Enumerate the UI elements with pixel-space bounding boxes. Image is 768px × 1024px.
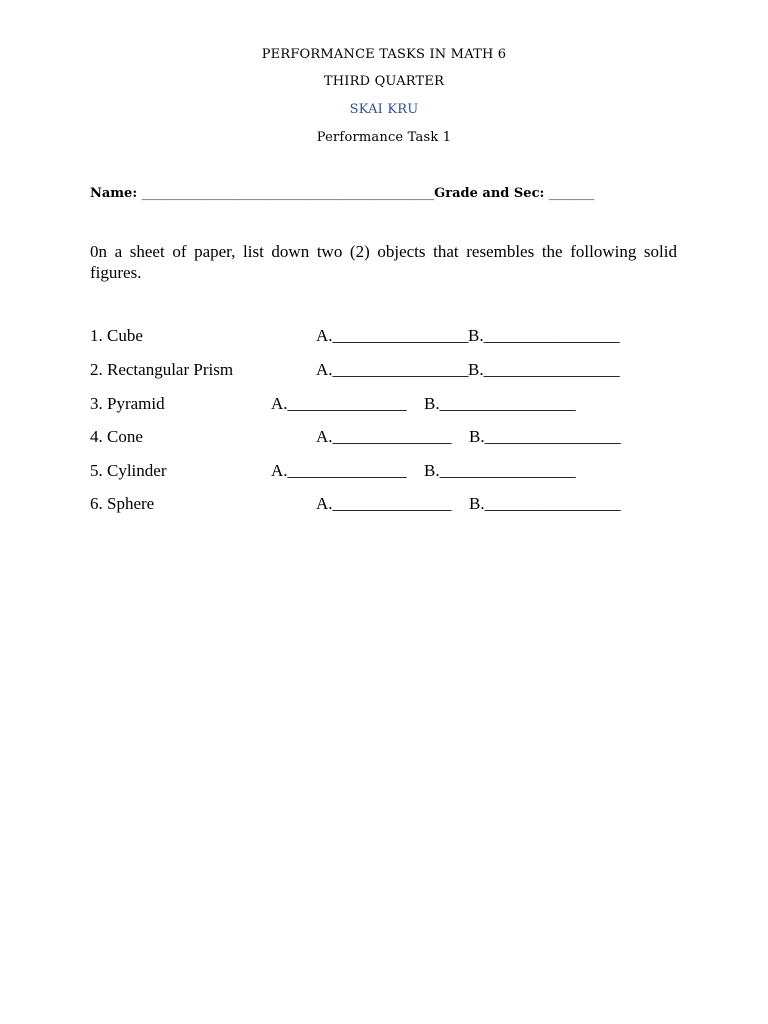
answer-b-blank: B.________________	[468, 326, 620, 345]
answer-b-blank: B.________________	[468, 360, 620, 379]
quarter-heading: THIRD QUARTER	[323, 74, 445, 89]
grade-label: Grade and Sec:	[434, 186, 545, 201]
answer-b-blank: B.________________	[424, 461, 576, 480]
name-label: Name:	[90, 186, 138, 201]
worksheet-title: PERFORMANCE TASKS IN MATH 6	[261, 47, 507, 62]
answer-a-blank: A.______________	[316, 427, 452, 446]
answer-a-blank: A.________________	[316, 326, 469, 345]
answer-b-blank: B.________________	[469, 494, 621, 513]
instruction-text: 0n a sheet of paper, list down two (2) objects that resembles the following solid figures.	[90, 242, 677, 282]
answer-b-blank: B.________________	[469, 427, 621, 446]
answer-a-blank: A.______________	[271, 461, 407, 480]
item-label: 6. Sphere	[90, 494, 155, 513]
name-blank: _____________________________________________	[141, 186, 435, 201]
name-grade-row	[90, 186, 690, 201]
item-label: 1. Cube	[90, 326, 143, 345]
answer-b-blank: B.________________	[424, 394, 576, 413]
answer-a-blank: A.________________	[316, 360, 469, 379]
item-label: 5. Cylinder	[90, 461, 167, 480]
author-name: SKAI KRU	[349, 102, 419, 117]
item-label: 4. Cone	[90, 427, 143, 446]
item-label: 2. Rectangular Prism	[90, 360, 234, 379]
task-heading: Performance Task 1	[316, 130, 452, 145]
answer-a-blank: A.______________	[316, 494, 452, 513]
answer-a-blank: A.______________	[271, 394, 407, 413]
grade-blank: _______	[548, 186, 595, 201]
item-label: 3. Pyramid	[90, 394, 165, 413]
